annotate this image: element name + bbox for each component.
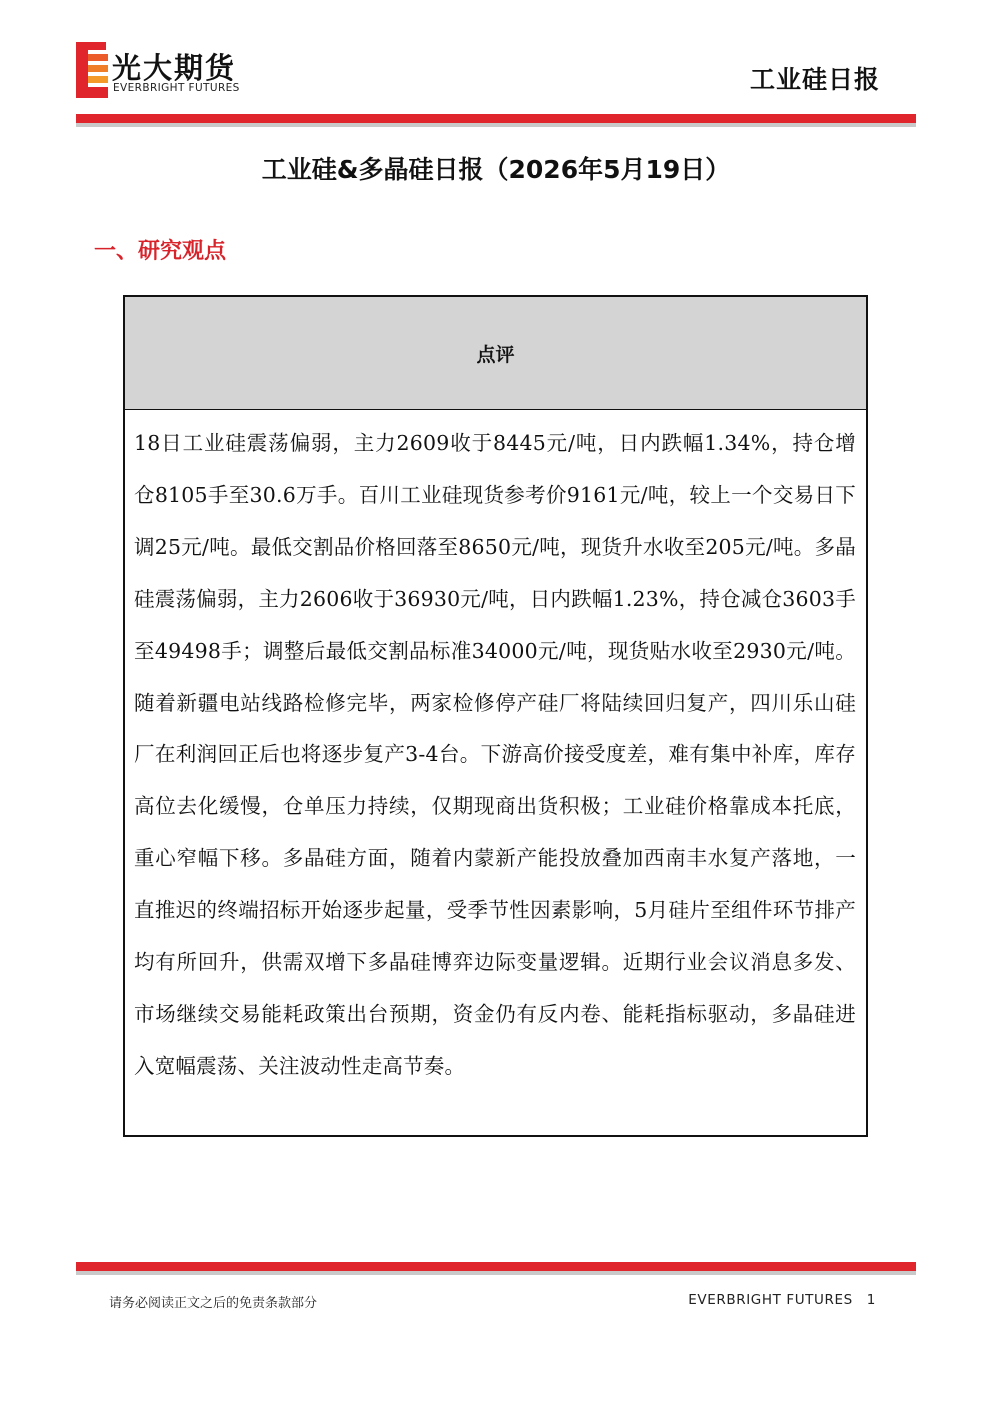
footer-divider — [76, 1262, 916, 1271]
header-divider-shadow — [76, 123, 916, 127]
page-number: 1 — [866, 1292, 876, 1308]
footer-brand — [688, 1292, 876, 1308]
footer-brand-name: EVERBRIGHT FUTURES — [688, 1292, 853, 1308]
header-divider — [76, 114, 916, 123]
company-logo — [76, 42, 296, 100]
logo-name-cn: 光大期货 — [112, 51, 237, 85]
footer-disclaimer: 请务必阅读正文之后的免责条款部分 — [109, 1296, 318, 1311]
document-title: 工业硅&多晶硅日报（2026年5月19日） — [261, 155, 731, 184]
comment-table — [123, 295, 868, 1137]
section-heading: 一、研究观点 — [94, 239, 227, 264]
report-type-label: 工业硅日报 — [749, 65, 880, 94]
logo-name-en: EVERBRIGHT FUTURES — [113, 82, 240, 94]
footer-divider-shadow — [76, 1271, 916, 1275]
comment-table-header: 点评 — [125, 297, 866, 410]
comment-table-body: 18日工业硅震荡偏弱，主力2609收于8445元/吨，日内跌幅1.34%，持仓增仓8105手至30.6万手。百川工业硅现货参考价9161元/吨，较上一个交易日下调25元/吨。最低交割品价格回落至8650元/吨，现货升水收至205元/吨。多晶硅震荡偏弱，主力2606收于36930元/吨，日内跌幅1.23%，持仓减仓3603手至49498手；调整后最低交割品标准34000元/吨，现货贴水收至2930元/吨。随着新疆电站线路检修完毕，两家检修停产硅厂将陆续回归复产，四川乐山硅厂在利润回正后也将逐步复产3-4台。下游高价接受度差，难有集中补库，库存高位去化缓慢，仓单压力持续，仅期现商出货积极；工业硅价格靠成本托底，重心窄幅下移。多晶硅方面，随着内蒙新产能投放叠加西南丰水复产落地，一直推迟的终端招标开始逐步起量，受季节性因素影响，5月硅片至组件环节排产均有所回升，供需双增下多晶硅博弈边际变量逻辑。近期行业会议消息多发、市场继续交易能耗政策出台预期，资金仍有反内卷、能耗指标驱动，多晶硅进入宽幅震荡、关注波动性走高节奏。 — [134, 431, 856, 1078]
everbright-logo-icon — [76, 42, 110, 98]
